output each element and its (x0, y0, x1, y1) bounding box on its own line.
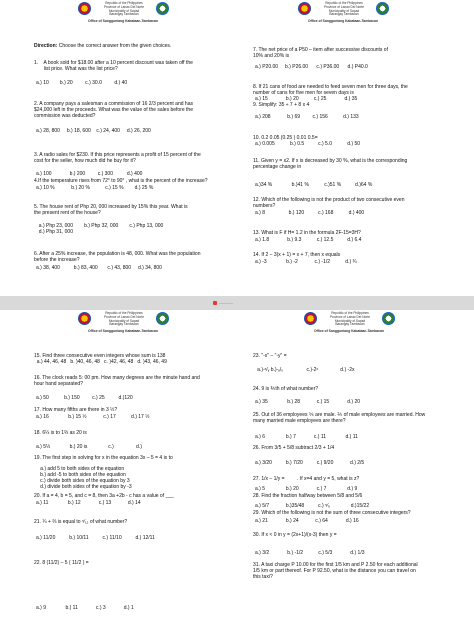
header-line: Barangay Tambacan (109, 12, 139, 17)
sk-logo-icon (382, 312, 395, 325)
header-line: Barangay Tambacan (335, 322, 365, 327)
choices-11: a.)34 % b.)41 % c.)51 % d.)64 % (255, 182, 373, 188)
header-address (94, 312, 154, 327)
header-address (320, 312, 380, 327)
choices-1: a.) 10 b.) 20 c.) 30.0 d.) 40 (36, 80, 128, 86)
choices-24: a.) 35 b.) 28 c.) 15 d.) 20 (255, 399, 361, 405)
question-19: 19. The first step in solving for x in the equation 3x – 5 = 4 is to (34, 455, 173, 461)
choices-17: a.) 16 b.) 15 ½ c.) 17 d.) 17 ½ (36, 414, 150, 420)
question-11: 11. Given y = x2. If x is decreased by 30 %, what is the corresponding percentage change in (253, 158, 408, 170)
question-23: 23. "-x" – "-y" = (253, 353, 287, 359)
choices-27: a.) 5 b.) 20 c.) 7 d.) 9 (255, 486, 358, 492)
page-break-icon (213, 301, 217, 305)
office-title: Office of Sangguniang Kabataan-Tambacan (313, 329, 385, 333)
choices-14: a.) -3 b.) -2 c.) -1/2 d.) ¾ (255, 259, 357, 265)
header-line: Municipality of Sapad (334, 318, 366, 323)
choices-20: a.) 11 b.) 12 c.) 13 d.) 14 (36, 500, 141, 506)
question-13: 13. What is F if H= 1.2 in the formula 2F-15=3H? (253, 230, 361, 236)
question-21: 21. ¼ + ⅔ is equal to ⁵⁄₁₂ of what number? (34, 519, 128, 525)
header-line: Barangay Tambacan (109, 322, 139, 327)
question-31: 31. A taxi charge P 10.00 for the first 1/5 km and P 2.50 for each additional 1/5 km or part thereof. For P 92.50, what is the distance you can travel on this taxi? (253, 562, 418, 580)
question-15: 15. Find three consecutive even integers whose sum is 138 (34, 353, 166, 359)
office-title: Office of Sangguniang Kabataan-Tambacan (307, 19, 379, 23)
choices-28: a.) 5/7 b.)35/48 c.) ⁵⁄₉ d.)15/22 (255, 503, 370, 509)
question-24: 24. 9 is ⅗th of what number? (253, 386, 319, 392)
choices-2: a.) 28, 800 b.) 18, 600 c.) 24, 400 d.) 26, 200 (36, 128, 151, 134)
header-line: Province of Lanao Del Norte (103, 314, 145, 319)
choices-23: a.)-ˣ/ᵧ b.)-ᵧ/ₓ c.)-2ˣ d.) -2x (253, 367, 355, 373)
question-20: 20. If a = 4, b = 5, and c = 8, then 3a +2b - c has a value of ___ (34, 493, 174, 499)
question-18: 18. 6¼ is to 1⅔ as 20 is (34, 430, 87, 436)
choices-30: a.) 3/2 b.) -1/2 c.) 5/3 d.) 1/3 (255, 550, 365, 556)
choices-21: a.) 11/20 b.) 10/11 c.) 11/10 d.) 12/11 (36, 535, 155, 541)
question-22: 22. 8 (11/2) – 5 ( 11/2 ) = (34, 560, 89, 566)
sk-logo-icon (156, 312, 169, 325)
choices-8: a.) 15 b.) 20 c.) 25 d.) 35 (255, 96, 358, 102)
choices-13: a.) 1.8 b.) 9.3 c.) 12.5 d.) 6.4 (255, 237, 362, 243)
question-5: 5. The house rent of Php 20, 000 increased by 15% this year. What is the present rent of the house? (34, 204, 188, 216)
header-line: Barangay Tambacan (329, 12, 359, 17)
choices-25: a.) 6 b.) 7 c.) 11 d.) 11 (255, 434, 358, 440)
directions (34, 43, 171, 49)
choices-5: a.) Php 23, 000 b.) Php 32, 000 c.) Php 13, 000 d.) Php 31, 000 (38, 223, 164, 235)
question-27: 27. 1/x – 1/y = . If x=4 and y = 5, what is z? (253, 476, 360, 482)
choices-6: a.) 38, 400 b.) 83, 400 c.) 43, 800 d.) 34, 800 (36, 265, 162, 271)
header-line: Municipality of Sapad (328, 8, 360, 13)
directions-text: Choose the correct answer from the given choices. (58, 43, 172, 49)
header-line: Municipality of Sapad (108, 8, 140, 13)
office-title: Office of Sangguniang Kabataan-Tambacan (87, 19, 159, 23)
exam-page-1 (0, 0, 474, 296)
question-25: 25. Out of 36 employees ⅚ are male. ⅖ of male employees are married. How many married male employees are there? (253, 412, 426, 424)
choices-10: a.) 0.005 b.) 0.5 c.) 5.0 d.) 50 (255, 141, 361, 147)
question-1: 1. A book sold for $18.00 after a 10 percent discount was taken off the list price. What was the list price? (34, 60, 193, 72)
header-line: Republic of the Philippines (105, 1, 143, 5)
question-14: 14. If 2 – 3(x + 1) = x + 7, then x equals (253, 252, 341, 258)
office-title: Office of Sangguniang Kabataan-Tambacan (87, 329, 159, 333)
header-line: Republic of the Philippines (331, 311, 369, 315)
question-10: 10. 0.2 0.05 (0.25 ) 0.01 0.5= (253, 135, 318, 141)
sk-logo-icon (376, 2, 389, 15)
question-2: 2. A company pays a salesman a commission of 16 2/3 percent and has $24,000 left in the proceeds. What was the value of the sales before the commission was deducted? (34, 101, 193, 119)
header-line: Republic of the Philippines (325, 1, 363, 5)
choices-15: a.) 44, 46, 48 b. )40, 46, 48 c. )42, 46, 48 d. )43, 46, 49 (34, 359, 167, 365)
choices-12: a.) 8 b.) 120 c.) 168 d.) 400 (255, 210, 365, 216)
choices-18: a.) 5⅓ b.) 20 is c.) d.) (36, 444, 142, 450)
question-16: 16. The clock reads 5: 00 pm. How many degrees are the minute hand and hour hand separated? (34, 375, 200, 387)
page-separator (0, 298, 474, 308)
directions-label: Direction: (34, 43, 58, 49)
question-7: 7. The net price of a P50 – item after successive discounts of 10% and 20% is (253, 47, 388, 59)
header-address (94, 2, 154, 17)
choices-29: a.) 21 b.) 24 c.) 64 d.) 16 (255, 518, 359, 524)
header-line: Province of Lanao Del Norte (329, 314, 371, 319)
question-4: 4.If the temperature rises from 72° to 90° , what is the percent of the increase? (34, 178, 208, 184)
sk-logo-icon (156, 2, 169, 15)
question-12: 12. Which of the following is not the product of two consecutive even numbers? (253, 197, 405, 209)
choices-4: a.) 10 % b.) 20 % c.) 15 % d.) 25 % (36, 185, 154, 191)
header-line: Municipality of Sapad (108, 318, 140, 323)
question-6: 6. After a 25% increase, the population is 48, 000. What was the population before the increase? (34, 251, 201, 263)
municipal-seal-icon (298, 2, 311, 15)
header-line: Province of Lanao Del Norte (323, 4, 365, 9)
choices-26: a.) 3/20 b.) 7/20 c.) 9/20 d.) 2/5 (255, 460, 365, 466)
choices-3: a.) 100 b.) 200 c.) 300 d.) 400 (36, 171, 143, 177)
question-29: 29. Which of the following is not the sum of three consecutive integers? (253, 510, 411, 516)
question-8: 8. If 21 cans of food are needed to feed seven men for three days, the number of cans for five men for seven days is (253, 84, 408, 96)
municipal-seal-icon (304, 312, 317, 325)
exam-page-2 (0, 310, 474, 632)
question-30: 30. If x < 0 in y = (2x+1)/(x-3) then y = (253, 532, 337, 538)
question-9: 9. Simplify: 35 ÷ 7 + 8 x 4 (253, 102, 310, 108)
question-28: 28. Find the fraction halfway between 5/8 and 5/6 (253, 493, 363, 499)
question-17: 17. How many fifths are there in 3 ½? (34, 407, 118, 413)
choices-22: a.) 9 b.) 11 c.) 3 d.) 1 (36, 605, 134, 611)
header-line: Province of Lanao Del Norte (103, 4, 145, 9)
header-line: Republic of the Philippines (105, 311, 143, 315)
choices-19: a.) add 5 to both sides of the equation b.) add -5 to both sides of the equation c.) divide both sides of the equation by 3 d.) divide both sides of the equation by -3 (40, 466, 132, 490)
header-address (314, 2, 374, 17)
question-3: 3. A radio sales for $230. If this price represents a profit of 15 percent of the cost for the seller, how much did he buy for it? (34, 152, 201, 164)
choices-7: a.) P20.00 b.) P26.00 c.) P36.00 d.) P40.0 (255, 64, 368, 70)
choices-9: a.) 208 b.) 69 c.) 156 d.) 133 (255, 114, 359, 120)
choices-16: a.) 50 b.) 150 c.) 25 d.)120 (36, 395, 133, 401)
page-break-line (219, 303, 233, 304)
question-26: 26. From 3/5 + 5/8 subtract 2/3 + 1/4 (253, 445, 335, 451)
municipal-seal-icon (78, 312, 91, 325)
municipal-seal-icon (78, 2, 91, 15)
